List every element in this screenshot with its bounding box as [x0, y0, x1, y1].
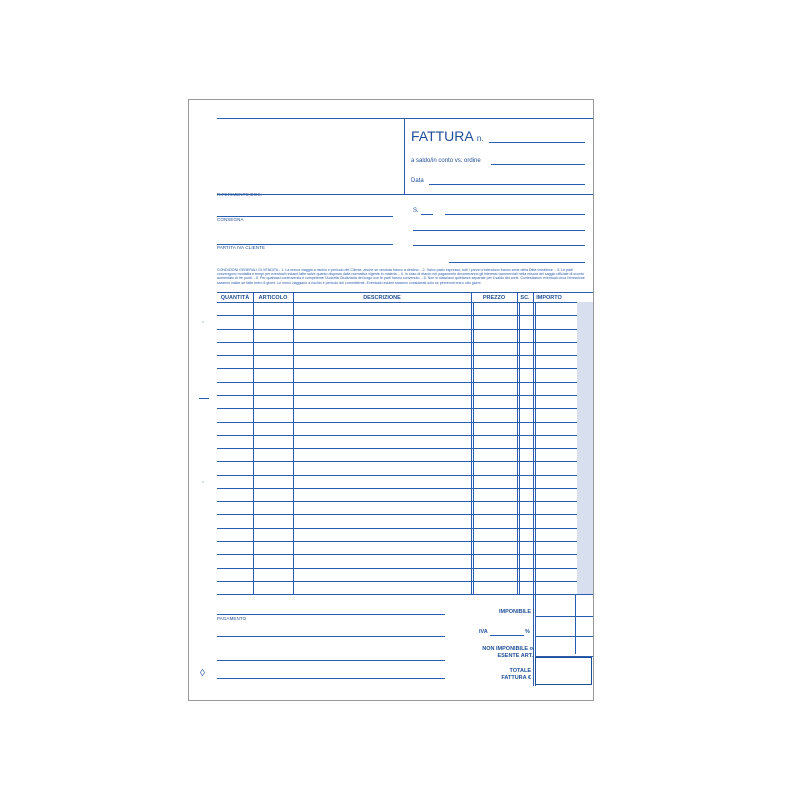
iva-line[interactable] — [490, 635, 524, 636]
table-row[interactable] — [217, 448, 577, 449]
header-bottom-rule — [217, 194, 593, 195]
table-row[interactable] — [217, 581, 577, 582]
table-row[interactable] — [217, 501, 577, 502]
col-line-4 — [517, 292, 518, 594]
col-header-prezzo: PREZZO — [482, 295, 506, 301]
table-row[interactable] — [217, 329, 577, 330]
table-row[interactable] — [217, 514, 577, 515]
table-row[interactable] — [217, 422, 577, 423]
number-label: n. — [476, 134, 484, 143]
pagamento-line-1[interactable] — [217, 614, 445, 615]
punch-mark-1: ◦ — [202, 320, 205, 326]
spett-line-1[interactable] — [421, 214, 433, 215]
header-divider — [404, 118, 405, 194]
col-header-descrizione: DESCRIZIONE — [363, 295, 401, 301]
col-line-2 — [293, 292, 294, 594]
consegna-line[interactable] — [217, 216, 393, 217]
punch-mark-3: ◊ — [200, 668, 205, 679]
table-row[interactable] — [217, 475, 577, 476]
table-row[interactable] — [217, 355, 577, 356]
iva-amount-line[interactable] — [535, 636, 593, 637]
table-row[interactable] — [217, 368, 577, 369]
fold-mark — [199, 398, 209, 399]
table-row[interactable] — [217, 528, 577, 529]
col-header-quantita: QUANTITÀ — [220, 295, 250, 301]
title-text: FATTURA — [411, 128, 473, 144]
table-row[interactable] — [217, 554, 577, 555]
sale-conditions: CONDIZIONI GENERALI DI VENDITA - 1. La merce viaggia a rischio e pericolo del Cliente, anche se venduta franco a destino. - 2. Salvo patto espresso, tutti i prezzi s'intendono franco sede della Ditta venditrice. - 3. Le parti convengono modalità e tempi per eventuali reclami fatte salve quanto disposto dalla normativa vigente in materia. - 4. In caso di ritardo nel pagamento decorreranno gli interessi commerciali nella misura del saggio ufficiale di sconto aumentato di tre punti. - 5. Per qualsiasi controversia è competente l'Autorità Giudiziaria del luogo ove le parti hanno convenuto. - 6. Non si rilasciano quietanze separate per il saldo dei conti. Contestazioni eventuali circa l'emissione saranno valide se fatte entro 8 giorni. Le merci viaggiano a rischio e pericolo del committente. Eventuali reclami saranno considerati solo se pervenuti entro otto giorni. — [217, 268, 585, 285]
table-top-rule — [217, 292, 593, 293]
table-row[interactable] — [217, 315, 577, 316]
col-line-3 — [471, 292, 472, 594]
pagamento-line-3[interactable] — [217, 660, 445, 661]
col-header-articolo: ARTICOLO — [258, 295, 288, 301]
table-row[interactable] — [217, 408, 577, 409]
punch-mark-2: ◦ — [202, 480, 205, 486]
consegna-label: CONSEGNA — [217, 217, 244, 222]
invoice-number-line[interactable] — [489, 142, 585, 143]
table-row[interactable] — [217, 488, 577, 489]
importo-shade — [577, 302, 593, 594]
non-imponibile-label: NON IMPONIBILE o ESENTE ART. — [482, 646, 533, 659]
table-row[interactable] — [217, 568, 577, 569]
table-header-rule — [217, 302, 593, 303]
totale-label: TOTALE FATTURA € — [501, 668, 531, 681]
top-rule — [217, 118, 593, 119]
saldo-line[interactable] — [491, 164, 585, 165]
pagamento-line-2[interactable] — [217, 636, 445, 637]
invoice-sheet — [188, 99, 594, 701]
col-line-1 — [253, 292, 254, 594]
date-label: Data — [411, 178, 424, 184]
partita-label: PARTITA IVA CLIENTE — [217, 245, 266, 250]
imponibile-label: IMPONIBILE — [499, 609, 532, 615]
totale-box[interactable] — [535, 657, 592, 685]
table-row[interactable] — [217, 541, 577, 542]
pagamento-line-4[interactable] — [217, 678, 445, 679]
invoice-title — [411, 128, 484, 144]
table-row[interactable] — [217, 342, 577, 343]
riferimento-label: RIFERIMENTO DOC. — [217, 192, 263, 197]
spett-line-3[interactable] — [413, 245, 585, 246]
table-row[interactable] — [217, 461, 577, 462]
table-row[interactable] — [217, 435, 577, 436]
saldo-label: a saldo/in conto vs. ordine — [411, 158, 481, 164]
partita-line[interactable] — [217, 244, 393, 245]
imponibile-line[interactable] — [535, 616, 593, 617]
spett-line-1b[interactable] — [445, 214, 585, 215]
table-row[interactable] — [217, 382, 577, 383]
percent-label: % — [525, 629, 530, 635]
pagamento-label: PAGAMENTO — [217, 616, 247, 621]
totals-divider — [533, 594, 534, 686]
spett-label: S. — [413, 208, 419, 214]
table-row[interactable] — [217, 395, 577, 396]
col-header-importo: IMPORTO — [536, 295, 562, 301]
date-line[interactable] — [429, 184, 585, 185]
iva-label: IVA — [479, 629, 488, 635]
spett-line-4[interactable] — [449, 262, 585, 263]
col-line-5 — [533, 292, 534, 594]
table-bottom-rule — [217, 594, 593, 595]
col-header-sconto: SC. — [520, 295, 530, 301]
spett-line-2[interactable] — [413, 230, 585, 231]
totals-right-divider — [575, 594, 576, 654]
